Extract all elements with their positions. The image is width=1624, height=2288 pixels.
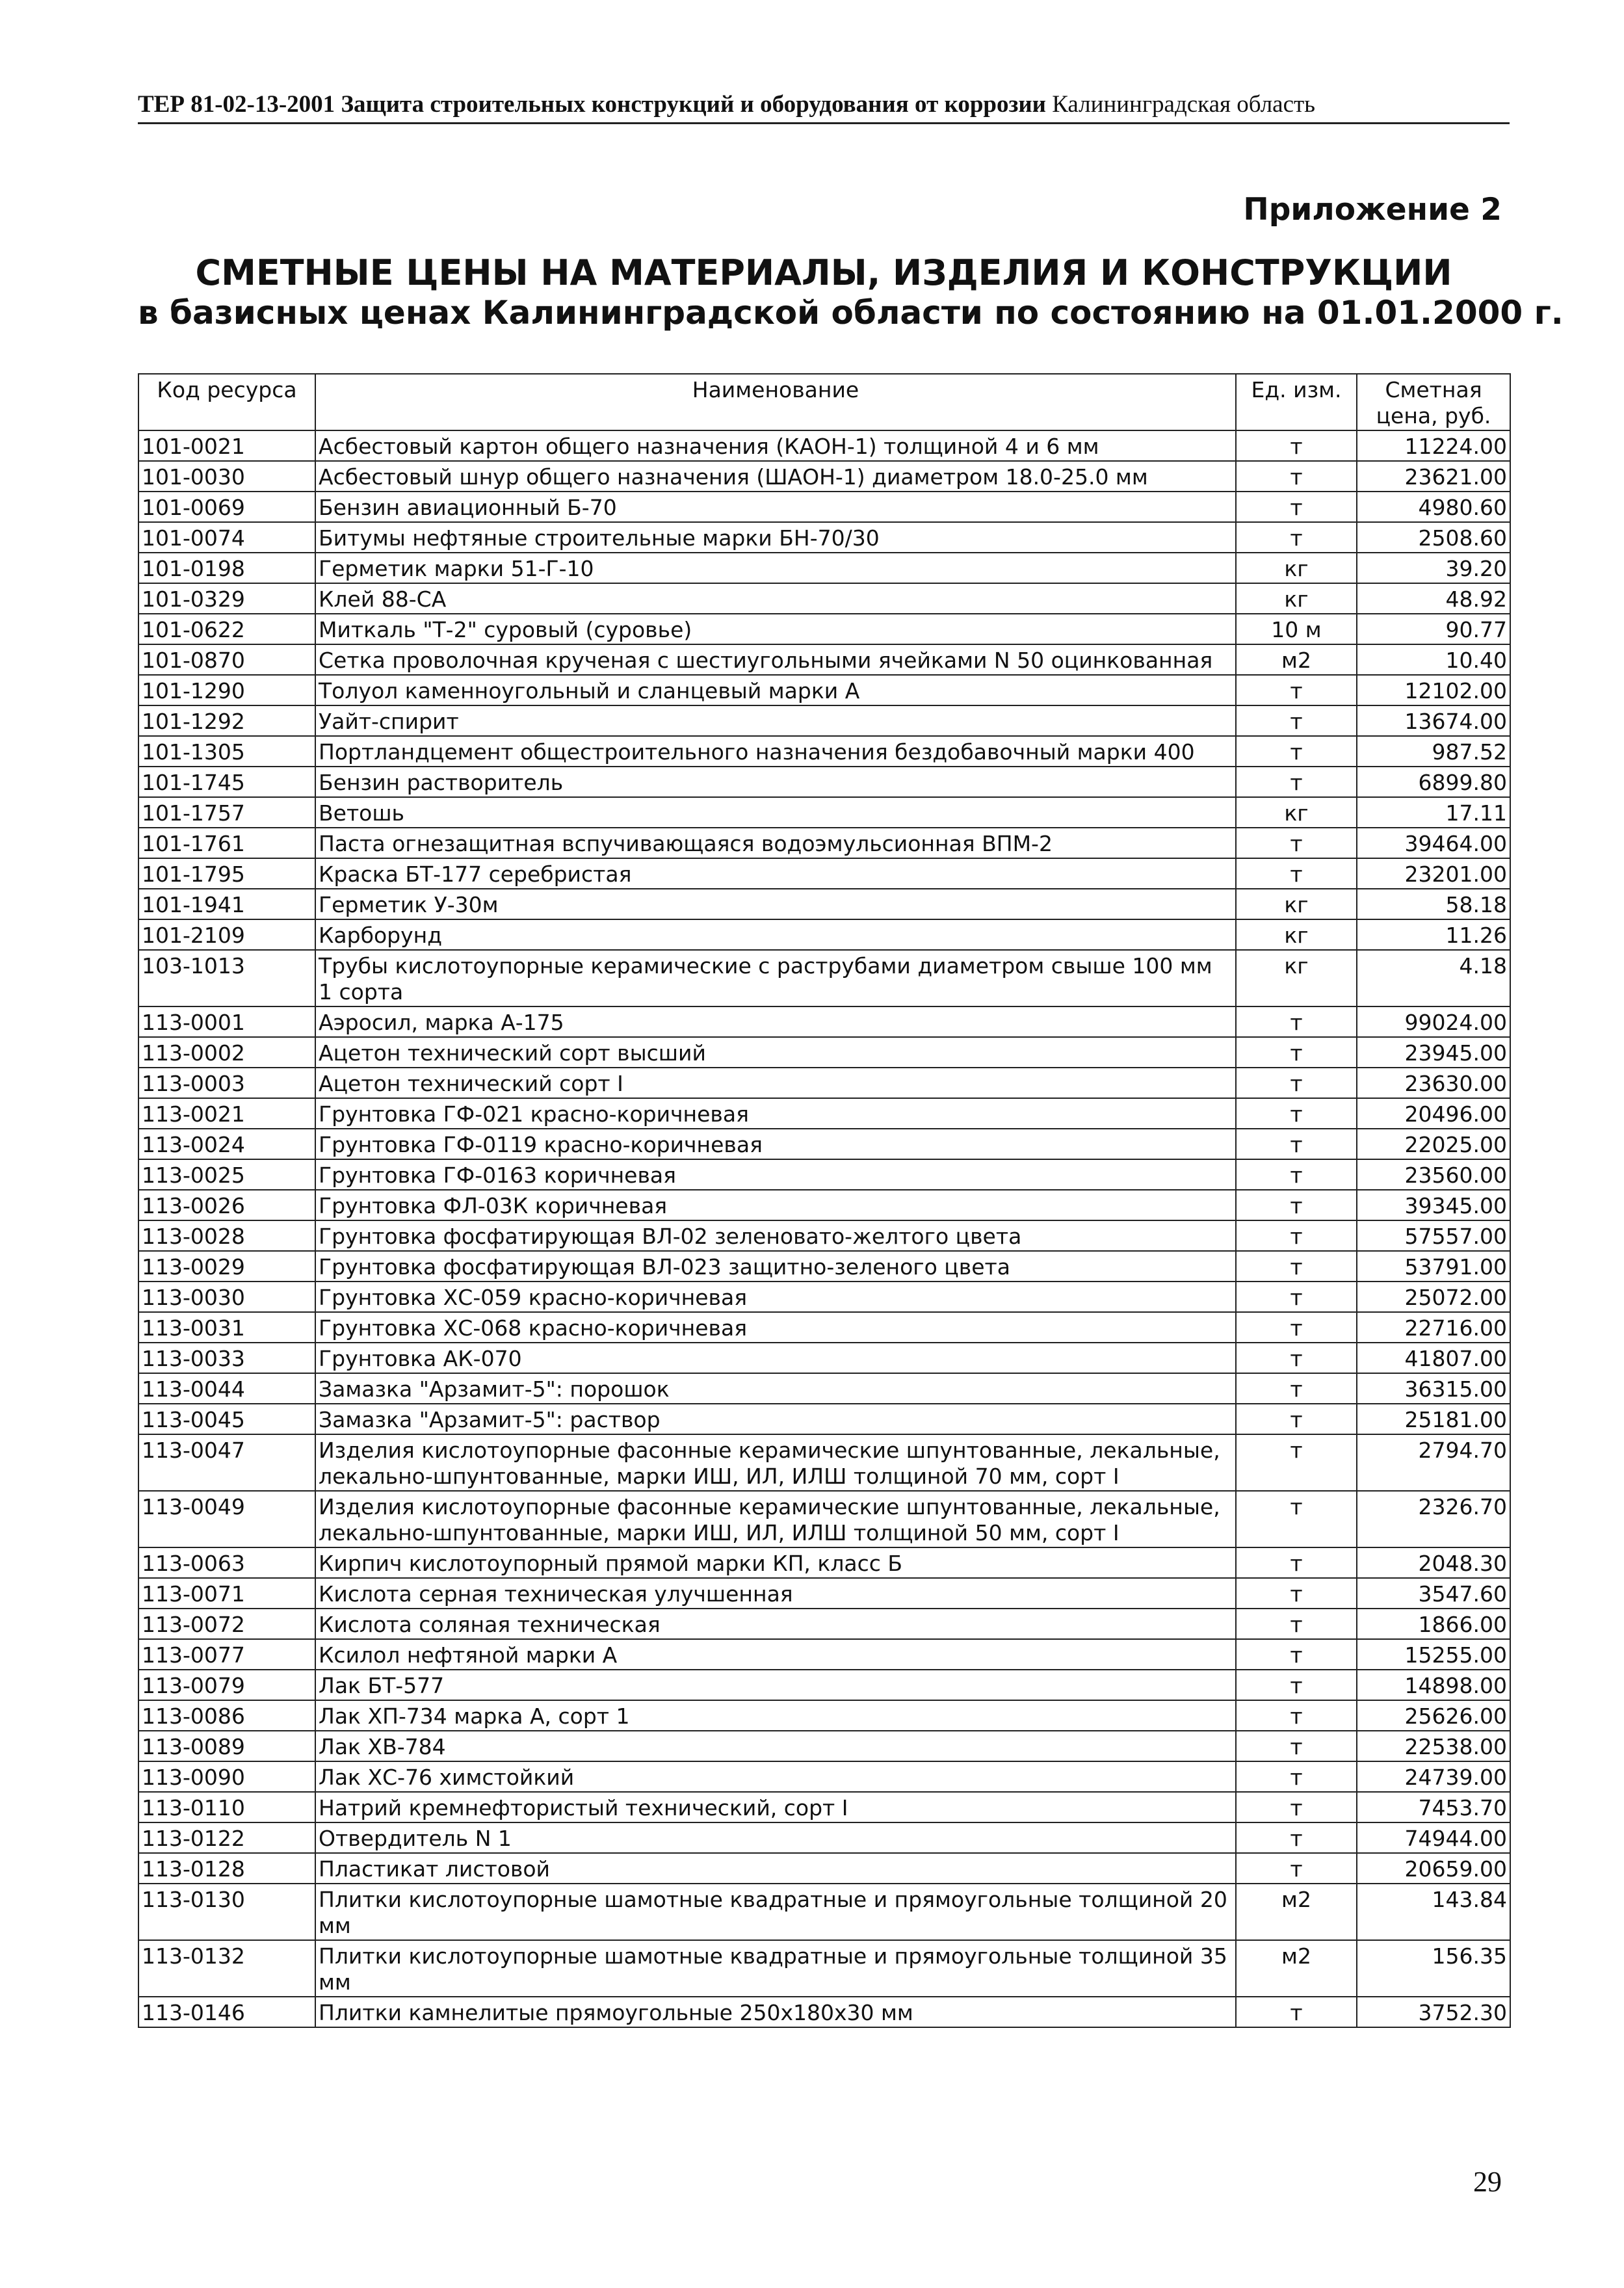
resource-code-cell: 103-1013 [138, 950, 315, 1006]
resource-code-cell: 113-0030 [138, 1282, 315, 1312]
price-cell: 20659.00 [1357, 1853, 1510, 1884]
table-row [138, 1068, 1510, 1098]
unit-cell: кг [1236, 553, 1357, 583]
table-row [138, 1343, 1510, 1373]
resource-name-cell: Бензин авиационный Б-70 [315, 492, 1236, 522]
price-cell: 2048.30 [1357, 1547, 1510, 1578]
resource-code-cell: 101-0021 [138, 430, 315, 461]
resource-code-cell: 113-0001 [138, 1006, 315, 1037]
unit-cell: кг [1236, 950, 1357, 1006]
resource-code-cell: 113-0002 [138, 1037, 315, 1068]
price-cell: 10.40 [1357, 644, 1510, 675]
unit-cell: м2 [1236, 1884, 1357, 1940]
table-row [138, 1547, 1510, 1578]
table-row [138, 1670, 1510, 1700]
price-cell: 12102.00 [1357, 675, 1510, 705]
table-row [138, 858, 1510, 889]
resource-code-cell: 113-0090 [138, 1761, 315, 1792]
resource-code-cell: 113-0049 [138, 1491, 315, 1547]
resource-name-cell: Пластикат листовой [315, 1853, 1236, 1884]
resource-name-cell: Клей 88-СА [315, 583, 1236, 614]
table-row [138, 797, 1510, 828]
price-cell: 23945.00 [1357, 1037, 1510, 1068]
price-cell: 7453.70 [1357, 1792, 1510, 1822]
resource-code-cell: 113-0047 [138, 1434, 315, 1491]
price-cell: 2794.70 [1357, 1434, 1510, 1491]
resource-code-cell: 113-0021 [138, 1098, 315, 1129]
resource-code-cell: 113-0044 [138, 1373, 315, 1404]
price-cell: 11224.00 [1357, 430, 1510, 461]
resource-code-cell: 113-0072 [138, 1609, 315, 1639]
resource-code-cell: 113-0086 [138, 1700, 315, 1731]
resource-code-cell: 113-0031 [138, 1312, 315, 1343]
unit-cell: т [1236, 1312, 1357, 1343]
unit-cell: кг [1236, 889, 1357, 919]
unit-cell: т [1236, 1373, 1357, 1404]
table-row [138, 736, 1510, 767]
table-row [138, 1282, 1510, 1312]
unit-cell: т [1236, 767, 1357, 797]
price-cell: 53791.00 [1357, 1251, 1510, 1282]
resource-code-cell: 113-0029 [138, 1251, 315, 1282]
unit-cell: т [1236, 1220, 1357, 1251]
resource-name-cell: Плитки кислотоупорные шамотные квадратные и прямоугольные толщиной 35 мм [315, 1940, 1236, 1997]
unit-cell: т [1236, 1639, 1357, 1670]
table-row [138, 1997, 1510, 2027]
price-cell: 99024.00 [1357, 1006, 1510, 1037]
unit-cell: т [1236, 828, 1357, 858]
unit-cell: 10 м [1236, 614, 1357, 644]
table-row [138, 1491, 1510, 1547]
resource-code-cell: 113-0110 [138, 1792, 315, 1822]
resource-code-cell: 113-0146 [138, 1997, 315, 2027]
column-header-price: Сметная цена, руб. [1357, 374, 1510, 430]
unit-cell: т [1236, 1434, 1357, 1491]
table-row [138, 919, 1510, 950]
resource-code-cell: 101-0870 [138, 644, 315, 675]
resource-name-cell: Грунтовка ГФ-021 красно-коричневая [315, 1098, 1236, 1129]
resource-name-cell: Грунтовка фосфатирующая ВЛ-02 зеленовато-желтого цвета [315, 1220, 1236, 1251]
table-row [138, 1792, 1510, 1822]
resource-name-cell: Отвердитель N 1 [315, 1822, 1236, 1853]
resource-code-cell: 113-0026 [138, 1190, 315, 1220]
resource-name-cell: Кислота соляная техническая [315, 1609, 1236, 1639]
price-cell: 4.18 [1357, 950, 1510, 1006]
resource-name-cell: Паста огнезащитная вспучивающаяся водоэмульсионная ВПМ-2 [315, 828, 1236, 858]
unit-cell: т [1236, 1282, 1357, 1312]
resource-code-cell: 101-2109 [138, 919, 315, 950]
resource-name-cell: Лак ХП-734 марка А, сорт 1 [315, 1700, 1236, 1731]
table-row [138, 1700, 1510, 1731]
resource-code-cell: 101-1795 [138, 858, 315, 889]
resource-name-cell: Грунтовка ГФ-0163 коричневая [315, 1159, 1236, 1190]
unit-cell: т [1236, 1129, 1357, 1159]
table-row [138, 430, 1510, 461]
resource-code-cell: 113-0024 [138, 1129, 315, 1159]
table-row [138, 828, 1510, 858]
table-row [138, 1404, 1510, 1434]
resource-code-cell: 101-1290 [138, 675, 315, 705]
resource-code-cell: 101-1757 [138, 797, 315, 828]
unit-cell: т [1236, 1609, 1357, 1639]
price-cell: 15255.00 [1357, 1639, 1510, 1670]
price-cell: 25181.00 [1357, 1404, 1510, 1434]
resource-code-cell: 113-0128 [138, 1853, 315, 1884]
resource-code-cell: 101-0198 [138, 553, 315, 583]
unit-cell: кг [1236, 797, 1357, 828]
resource-code-cell: 113-0003 [138, 1068, 315, 1098]
table-row [138, 1761, 1510, 1792]
price-cell: 39345.00 [1357, 1190, 1510, 1220]
table-row [138, 889, 1510, 919]
resource-code-cell: 101-0622 [138, 614, 315, 644]
resource-name-cell: Лак БТ-577 [315, 1670, 1236, 1700]
resource-name-cell: Асбестовый картон общего назначения (КАОН-1) толщиной 4 и 6 мм [315, 430, 1236, 461]
appendix-label: Приложение 2 [1243, 192, 1502, 228]
unit-cell: т [1236, 1098, 1357, 1129]
table-row [138, 1609, 1510, 1639]
price-cell: 11.26 [1357, 919, 1510, 950]
resource-code-cell: 113-0071 [138, 1578, 315, 1609]
table-row [138, 461, 1510, 492]
resource-code-cell: 101-1292 [138, 705, 315, 736]
resource-name-cell: Лак ХС-76 химстойкий [315, 1761, 1236, 1792]
table-row [138, 1639, 1510, 1670]
price-cell: 13674.00 [1357, 705, 1510, 736]
page-subtitle: в базисных ценах Калининградской области по состоянию на 01.01.2000 г. [138, 294, 1564, 332]
table-row [138, 950, 1510, 1006]
unit-cell: м2 [1236, 644, 1357, 675]
price-cell: 58.18 [1357, 889, 1510, 919]
resource-code-cell: 113-0028 [138, 1220, 315, 1251]
resource-name-cell: Толуол каменноугольный и сланцевый марки А [315, 675, 1236, 705]
price-cell: 987.52 [1357, 736, 1510, 767]
resource-name-cell: Карборунд [315, 919, 1236, 950]
resource-name-cell: Плитки кислотоупорные шамотные квадратные и прямоугольные толщиной 20 мм [315, 1884, 1236, 1940]
resource-name-cell: Герметик марки 51-Г-10 [315, 553, 1236, 583]
unit-cell: т [1236, 1822, 1357, 1853]
table-row [138, 1159, 1510, 1190]
resource-code-cell: 101-1745 [138, 767, 315, 797]
column-header-name: Наименование [315, 374, 1236, 430]
table-row [138, 492, 1510, 522]
price-cell: 23560.00 [1357, 1159, 1510, 1190]
price-cell: 4980.60 [1357, 492, 1510, 522]
table-row [138, 1884, 1510, 1940]
price-cell: 17.11 [1357, 797, 1510, 828]
table-row [138, 1578, 1510, 1609]
unit-cell: т [1236, 1547, 1357, 1578]
table-row [138, 675, 1510, 705]
unit-cell: т [1236, 1037, 1357, 1068]
unit-cell: т [1236, 1251, 1357, 1282]
table-row [138, 1940, 1510, 1997]
unit-cell: кг [1236, 919, 1357, 950]
table-row [138, 1037, 1510, 1068]
price-cell: 48.92 [1357, 583, 1510, 614]
table-row [138, 1312, 1510, 1343]
resource-name-cell: Ацетон технический сорт высший [315, 1037, 1236, 1068]
resource-code-cell: 113-0132 [138, 1940, 315, 1997]
resource-name-cell: Уайт-спирит [315, 705, 1236, 736]
unit-cell: т [1236, 1997, 1357, 2027]
price-cell: 14898.00 [1357, 1670, 1510, 1700]
unit-cell: т [1236, 1190, 1357, 1220]
resource-code-cell: 113-0130 [138, 1884, 315, 1940]
price-cell: 23630.00 [1357, 1068, 1510, 1098]
price-cell: 25626.00 [1357, 1700, 1510, 1731]
table-row [138, 1731, 1510, 1761]
price-cell: 41807.00 [1357, 1343, 1510, 1373]
resource-name-cell: Изделия кислотоупорные фасонные керамические шпунтованные, лекальные, лекально-шпунтованные, марки ИШ, ИЛ, ИЛШ толщиной 50 мм, сорт I [315, 1491, 1236, 1547]
price-cell: 23201.00 [1357, 858, 1510, 889]
table-row [138, 1190, 1510, 1220]
unit-cell: т [1236, 1853, 1357, 1884]
price-cell: 2326.70 [1357, 1491, 1510, 1547]
resource-code-cell: 101-1941 [138, 889, 315, 919]
table-row [138, 1129, 1510, 1159]
resource-name-cell: Бензин растворитель [315, 767, 1236, 797]
unit-cell: т [1236, 1159, 1357, 1190]
price-cell: 74944.00 [1357, 1822, 1510, 1853]
resource-name-cell: Ветошь [315, 797, 1236, 828]
header-region: Калининградская область [1052, 91, 1316, 118]
resource-code-cell: 113-0077 [138, 1639, 315, 1670]
resource-name-cell: Ксилол нефтяной марки А [315, 1639, 1236, 1670]
unit-cell: т [1236, 1670, 1357, 1700]
resource-name-cell: Миткаль "Т-2" суровый (суровье) [315, 614, 1236, 644]
resource-code-cell: 101-0329 [138, 583, 315, 614]
resource-name-cell: Грунтовка ХС-068 красно-коричневая [315, 1312, 1236, 1343]
table-row [138, 1098, 1510, 1129]
unit-cell: т [1236, 1006, 1357, 1037]
resource-name-cell: Замазка "Арзамит-5": раствор [315, 1404, 1236, 1434]
resource-name-cell: Портландцемент общестроительного назначения бездобавочный марки 400 [315, 736, 1236, 767]
resource-name-cell: Кирпич кислотоупорный прямой марки КП, класс Б [315, 1547, 1236, 1578]
page-number: 29 [1473, 2166, 1502, 2198]
resource-name-cell: Битумы нефтяные строительные марки БН-70/30 [315, 522, 1236, 553]
running-header [138, 90, 1510, 124]
unit-cell: т [1236, 522, 1357, 553]
price-cell: 57557.00 [1357, 1220, 1510, 1251]
resource-code-cell: 113-0033 [138, 1343, 315, 1373]
resource-name-cell: Грунтовка ГФ-0119 красно-коричневая [315, 1129, 1236, 1159]
unit-cell: м2 [1236, 1940, 1357, 1997]
resource-name-cell: Замазка "Арзамит-5": порошок [315, 1373, 1236, 1404]
page-title: СМЕТНЫЕ ЦЕНЫ НА МАТЕРИАЛЫ, ИЗДЕЛИЯ И КОНСТРУКЦИИ [195, 252, 1452, 293]
price-cell: 3752.30 [1357, 1997, 1510, 2027]
price-cell: 6899.80 [1357, 767, 1510, 797]
unit-cell: т [1236, 1731, 1357, 1761]
header-subject: Защита строительных конструкций и оборудования от коррозии [341, 91, 1046, 118]
unit-cell: т [1236, 1761, 1357, 1792]
resource-code-cell: 113-0045 [138, 1404, 315, 1434]
price-cell: 39.20 [1357, 553, 1510, 583]
price-cell: 22716.00 [1357, 1312, 1510, 1343]
table-row [138, 614, 1510, 644]
resource-name-cell: Кислота серная техническая улучшенная [315, 1578, 1236, 1609]
price-cell: 156.35 [1357, 1940, 1510, 1997]
price-cell: 1866.00 [1357, 1609, 1510, 1639]
resource-code-cell: 113-0122 [138, 1822, 315, 1853]
resource-code-cell: 101-1761 [138, 828, 315, 858]
resource-name-cell: Натрий кремнефтористый технический, сорт I [315, 1792, 1236, 1822]
unit-cell: т [1236, 1404, 1357, 1434]
unit-cell: т [1236, 858, 1357, 889]
unit-cell: т [1236, 430, 1357, 461]
unit-cell: кг [1236, 583, 1357, 614]
resource-name-cell: Герметик У-30м [315, 889, 1236, 919]
resource-name-cell: Плитки камнелитые прямоугольные 250х180х30 мм [315, 1997, 1236, 2027]
table-row [138, 1822, 1510, 1853]
table-row [138, 583, 1510, 614]
resource-name-cell: Грунтовка фосфатирующая ВЛ-023 защитно-зеленого цвета [315, 1251, 1236, 1282]
table-row [138, 644, 1510, 675]
column-header-unit: Ед. изм. [1236, 374, 1357, 430]
price-cell: 3547.60 [1357, 1578, 1510, 1609]
price-cell: 36315.00 [1357, 1373, 1510, 1404]
unit-cell: т [1236, 705, 1357, 736]
resource-name-cell: Изделия кислотоупорные фасонные керамические шпунтованные, лекальные, лекально-шпунтованные, марки ИШ, ИЛ, ИЛШ толщиной 70 мм, сорт I [315, 1434, 1236, 1491]
resource-name-cell: Краска БТ-177 серебристая [315, 858, 1236, 889]
resource-name-cell: Асбестовый шнур общего назначения (ШАОН-1) диаметром 18.0-25.0 мм [315, 461, 1236, 492]
table-row [138, 1006, 1510, 1037]
resource-code-cell: 101-1305 [138, 736, 315, 767]
price-cell: 143.84 [1357, 1884, 1510, 1940]
unit-cell: т [1236, 736, 1357, 767]
resource-name-cell: Аэросил, марка А-175 [315, 1006, 1236, 1037]
price-cell: 2508.60 [1357, 522, 1510, 553]
resource-code-cell: 101-0030 [138, 461, 315, 492]
resource-name-cell: Грунтовка ФЛ-03К коричневая [315, 1190, 1236, 1220]
header-document-code: ТЕР 81-02-13-2001 [138, 91, 335, 118]
table-row [138, 1853, 1510, 1884]
table-row [138, 767, 1510, 797]
resource-code-cell: 113-0089 [138, 1731, 315, 1761]
unit-cell: т [1236, 1700, 1357, 1731]
price-cell: 24739.00 [1357, 1761, 1510, 1792]
resource-name-cell: Грунтовка ХС-059 красно-коричневая [315, 1282, 1236, 1312]
unit-cell: т [1236, 1578, 1357, 1609]
unit-cell: т [1236, 461, 1357, 492]
table-row [138, 1373, 1510, 1404]
unit-cell: т [1236, 675, 1357, 705]
table-row [138, 1434, 1510, 1491]
resource-code-cell: 113-0025 [138, 1159, 315, 1190]
price-cell: 22025.00 [1357, 1129, 1510, 1159]
table-row [138, 705, 1510, 736]
resource-name-cell: Лак ХВ-784 [315, 1731, 1236, 1761]
unit-cell: т [1236, 1491, 1357, 1547]
unit-cell: т [1236, 1792, 1357, 1822]
table-body [138, 430, 1510, 2027]
resource-name-cell: Трубы кислотоупорные керамические с раструбами диаметром свыше 100 мм 1 сорта [315, 950, 1236, 1006]
table-header-row [138, 374, 1510, 430]
table-row [138, 1220, 1510, 1251]
resource-code-cell: 113-0063 [138, 1547, 315, 1578]
resource-name-cell: Сетка проволочная крученая с шестиугольными ячейками N 50 оцинкованная [315, 644, 1236, 675]
table-row [138, 553, 1510, 583]
resource-code-cell: 113-0079 [138, 1670, 315, 1700]
column-header-code: Код ресурса [138, 374, 315, 430]
unit-cell: т [1236, 492, 1357, 522]
price-cell: 22538.00 [1357, 1731, 1510, 1761]
resource-code-cell: 101-0069 [138, 492, 315, 522]
table-row [138, 1251, 1510, 1282]
price-table [138, 373, 1511, 2028]
price-cell: 25072.00 [1357, 1282, 1510, 1312]
table-row [138, 522, 1510, 553]
price-cell: 20496.00 [1357, 1098, 1510, 1129]
price-cell: 23621.00 [1357, 461, 1510, 492]
unit-cell: т [1236, 1343, 1357, 1373]
unit-cell: т [1236, 1068, 1357, 1098]
resource-name-cell: Грунтовка АК-070 [315, 1343, 1236, 1373]
resource-name-cell: Ацетон технический сорт I [315, 1068, 1236, 1098]
price-cell: 90.77 [1357, 614, 1510, 644]
resource-code-cell: 101-0074 [138, 522, 315, 553]
price-cell: 39464.00 [1357, 828, 1510, 858]
